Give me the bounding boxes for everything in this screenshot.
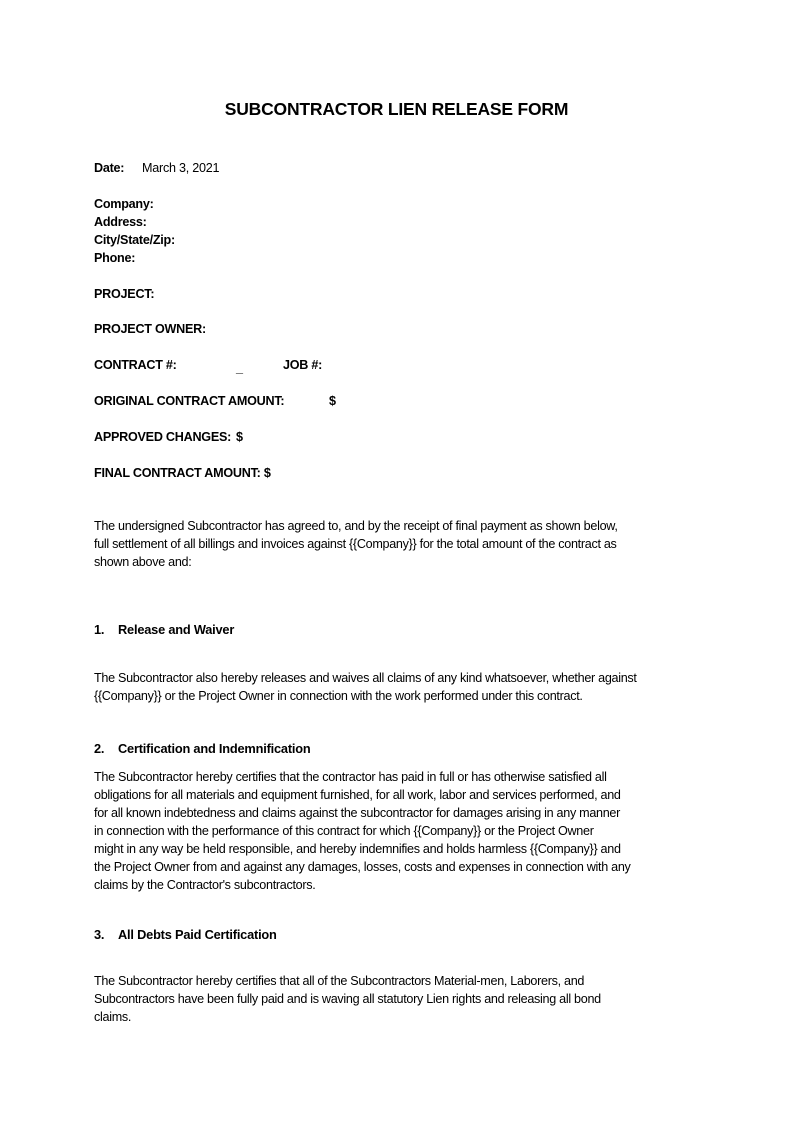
section-line: claims. [94,1010,132,1024]
section-line: The Subcontractor hereby certifies that all of the Subcontractors Material-men, Laborers, and [94,974,585,988]
document-title: SUBCONTRACTOR LIEN RELEASE FORM [224,99,569,119]
date-label: Date: [94,161,125,175]
section-number: 3. [94,927,105,942]
section-line: the Project Owner from and against any damages, losses, costs and expenses in connection with any [94,860,631,874]
section-line: in connection with the performance of this contract for which {{Company}} or the Project Owner [94,824,594,838]
date-value: March 3, 2021 [142,161,220,175]
phone-label: Phone: [94,251,136,265]
company-label: Company: [94,197,154,211]
original-contract-amount-currency: $ [329,394,336,408]
section-3-heading [94,926,277,944]
section-title: Release and Waiver [118,622,235,637]
section-line: Subcontractors have been fully paid and is waving all statutory Lien rights and releasing all bond [94,992,601,1006]
section-title: All Debts Paid Certification [118,927,277,942]
section-line: obligations for all materials and equipment furnished, for all work, labor and services performed, and [94,788,621,802]
section-1-heading [94,621,234,639]
section-title: Certification and Indemnification [118,741,311,756]
contract-number-blank: _ [236,361,243,375]
approved-changes-label: APPROVED CHANGES: [94,430,232,444]
section-line: {{Company}} or the Project Owner in connection with the work performed under this contract. [94,689,583,703]
intro-line: shown above and: [94,555,192,569]
section-number: 1. [94,622,105,637]
intro-line: The undersigned Subcontractor has agreed to, and by the receipt of final payment as shown below, [94,519,618,533]
section-line: for all known indebtedness and claims against the subcontractor for damages arising in any manner [94,806,621,820]
final-contract-amount-label: FINAL CONTRACT AMOUNT: $ [94,466,271,480]
section-3-body [94,972,714,1026]
project-owner-label: PROJECT OWNER: [94,322,206,336]
original-contract-amount-label: ORIGINAL CONTRACT AMOUNT: [94,394,285,408]
contract-number-label: CONTRACT #: [94,358,177,372]
intro-line: full settlement of all billings and invoices against {{Company}} for the total amount of the contract as [94,537,617,551]
section-2-body [94,768,714,894]
section-1-body [94,669,714,705]
approved-changes-currency: $ [236,430,243,444]
section-line: The Subcontractor hereby certifies that the contractor has paid in full or has otherwise satisfied all [94,770,607,784]
address-label: Address: [94,215,147,229]
section-number: 2. [94,741,105,756]
section-2-heading [94,740,310,758]
section-line: The Subcontractor also hereby releases and waives all claims of any kind whatsoever, whether against [94,671,637,685]
project-label: PROJECT: [94,287,155,301]
city-state-zip-label: City/State/Zip: [94,233,175,247]
section-line: might in any way be held responsible, and hereby indemnifies and holds harmless {{Company}} and [94,842,621,856]
job-number-label: JOB #: [283,358,323,372]
intro-paragraph [94,517,714,571]
section-line: claims by the Contractor's subcontractors. [94,878,316,892]
